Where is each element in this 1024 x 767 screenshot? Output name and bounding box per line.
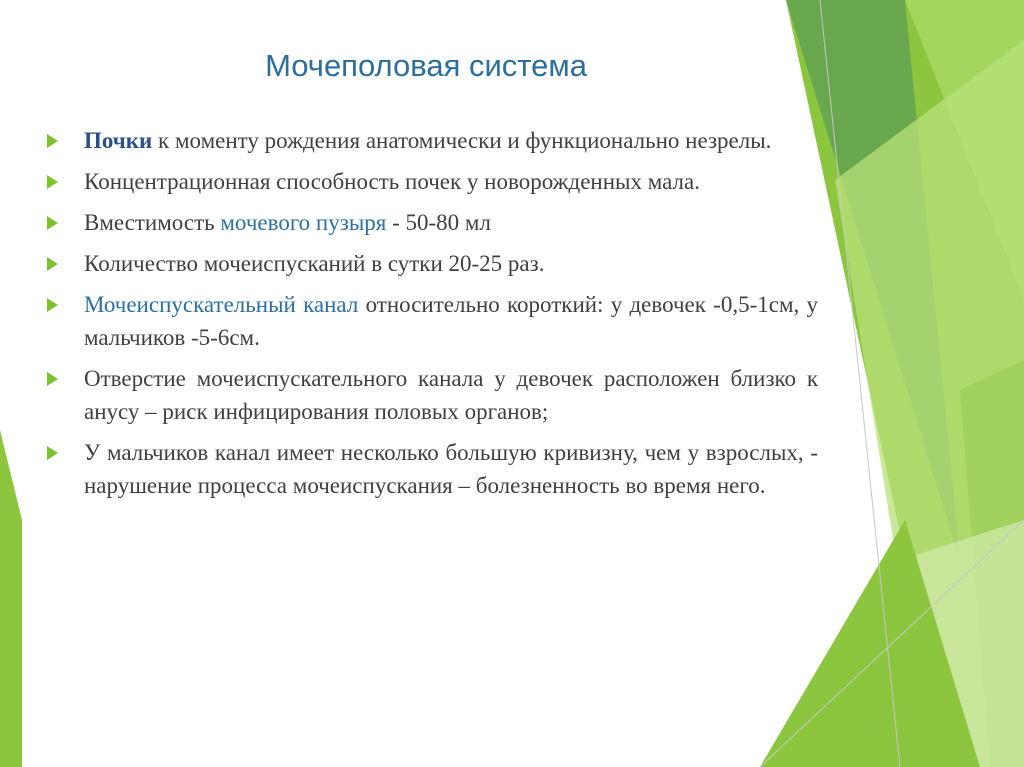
triangle-right-icon: [47, 257, 58, 271]
list-item: [44, 124, 818, 157]
list-item: [44, 436, 818, 502]
item-text: - 50-80 мл: [386, 210, 491, 235]
item-text: Количество мочеиспусканий в сутки 20-25 раз.: [84, 251, 545, 276]
triangle-right-icon: [47, 134, 58, 148]
bullet-list: [44, 124, 818, 510]
highlighted-term: Мочеиспускательный канал: [84, 292, 359, 317]
item-text: Отверстие мочеиспускательного канала у девочек расположен близко к анусу – риск инфицирования половых органов;: [84, 366, 818, 424]
item-text: Вместимость: [84, 210, 221, 235]
green-shape: [0, 430, 22, 767]
item-text: относительно короткий: у девочек -0,5-1см, у мальчиков -5-6см.: [84, 292, 819, 350]
triangle-right-icon: [47, 216, 58, 230]
triangle-right-icon: [47, 446, 58, 460]
list-item: [44, 362, 818, 428]
highlighted-term: мочевого пузыря: [220, 210, 387, 235]
list-item: [44, 165, 818, 198]
list-item: [44, 288, 818, 354]
triangle-right-icon: [47, 298, 58, 312]
list-item: [44, 247, 818, 280]
item-text: к моменту рождения анатомически и функционально незрелы.: [152, 128, 772, 153]
slide-title: Мочеполовая система: [265, 48, 587, 83]
triangle-right-icon: [47, 175, 58, 189]
item-text: У мальчиков канал имеет несколько большую кривизну, чем у взрослых, - нарушение процесса мочеиспускания – болезненность во время него.: [84, 440, 818, 498]
triangle-right-icon: [47, 372, 58, 386]
item-text: Концентрационная способность почек у новорожденных мала.: [84, 169, 700, 194]
list-item: [44, 206, 818, 239]
bold-term: Почки: [84, 128, 153, 153]
